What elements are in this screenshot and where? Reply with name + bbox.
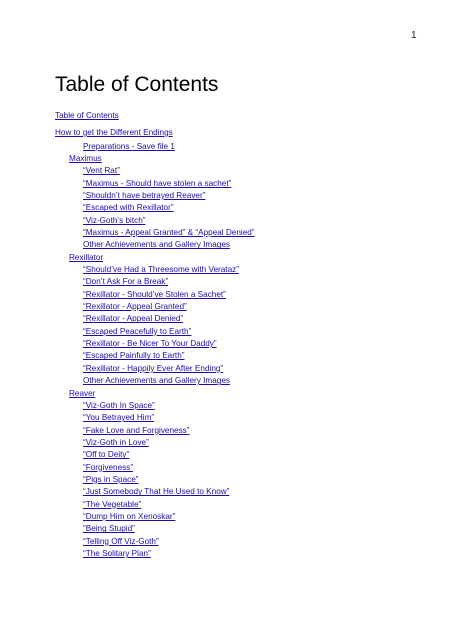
toc-link[interactable]: “Being Stupid” [83,524,135,534]
toc-link[interactable]: Other Achievements and Gallery Images [83,376,230,386]
toc-link[interactable]: “Rexillator - Appeal Denied” [83,314,184,324]
toc-link[interactable]: “You Betrayed Him” [83,413,155,423]
page-number: 1 [411,30,417,41]
toc-link[interactable]: “The Vegetable” [83,499,142,509]
toc-link[interactable]: Reaver [69,388,96,398]
toc-link[interactable]: “Rexillator - Should’ve Stolen a Sachet” [83,289,226,299]
toc-link[interactable]: “Telling Off Viz-Goth” [83,536,159,546]
toc-link[interactable]: Maximus [69,153,102,163]
toc-link[interactable]: How to get the Different Endings [55,128,173,137]
toc-link[interactable]: “Escaped Painfully to Earth” [83,351,185,361]
toc-link[interactable]: “Vent Rat” [83,166,120,176]
toc-link[interactable]: “Viz-Goth in Love” [83,437,149,447]
toc-link[interactable]: Preparations - Save file 1 [83,141,175,151]
toc-link[interactable]: “Dump Him on Xenoskar” [83,512,176,521]
toc-link[interactable]: “Don’t Ask For a Break” [83,277,169,287]
toc-link[interactable]: “Maximus - Should have stolen a sachet” [83,178,232,188]
toc-link[interactable]: Table of Contents [55,111,119,120]
document-title: Table of Contents [55,73,219,96]
toc-link[interactable]: “Just Somebody That He Used to Know” [83,487,230,497]
toc-link[interactable]: “Rexillator - Appeal Granted” [83,302,187,312]
toc-link[interactable]: “The Solitary Plan” [83,549,151,559]
toc-link[interactable]: “Off to Deity” [83,450,130,460]
toc-link[interactable]: “Viz-Goth’s bitch” [83,215,146,225]
toc-link[interactable]: “Pigs in Space” [83,474,139,484]
toc-link[interactable]: “Viz-Goth In Space” [83,400,155,410]
toc-link[interactable]: Rexillator [69,252,104,262]
toc-link[interactable]: “Shouldn’t have betrayed Reaver” [83,190,206,200]
toc-link[interactable]: “Escaped Peacefully to Earth” [83,326,192,336]
toc-link[interactable]: “Maximus - Appeal Granted” & “Appeal Denied” [83,227,255,237]
toc-link[interactable]: “Should’ve Had a Threesome with Verataz” [83,265,239,274]
toc-link[interactable]: Other Achievements and Gallery Images [83,240,230,250]
toc-link[interactable]: “Rexillator - Happily Ever After Ending” [83,363,224,373]
toc-link[interactable]: “Fake Love and Forgiveness” [83,425,190,435]
toc-link[interactable]: “Escaped with Rexillator” [83,203,174,213]
toc-link[interactable]: “Rexillator - Be Nicer To Your Daddy” [83,339,217,349]
toc-link[interactable]: “Forgiveness” [83,462,134,472]
